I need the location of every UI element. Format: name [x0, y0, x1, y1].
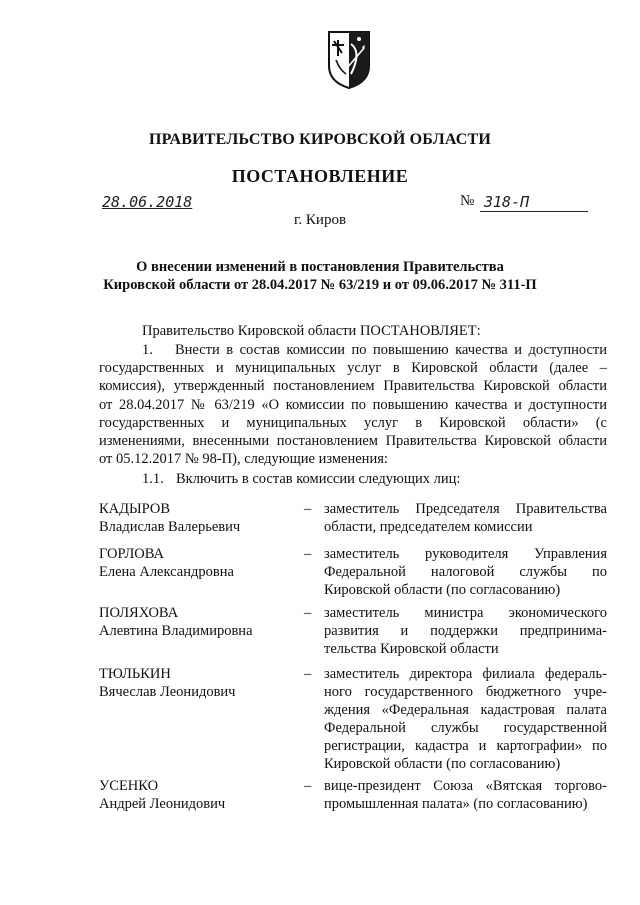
paragraph-line: государственных и муниципальных услуг в Кировской области (далее – — [99, 360, 607, 377]
position-line: заместитель директора филиала федераль- — [324, 666, 607, 682]
paragraph-line: государственных и муниципальных услуг в Кировской области» (с — [99, 414, 607, 431]
member-given-names: Владислав Валерьевич — [99, 519, 241, 535]
member-position — [324, 545, 607, 599]
member-dash: – — [304, 501, 312, 517]
document-kind-title: ПОСТАНОВЛЕНИЕ — [231, 166, 409, 186]
position-line: Кировской области (по согласованию) — [324, 582, 561, 598]
document-date: 28.06.2018 — [102, 193, 193, 211]
position-line: Федеральной службы государственной — [324, 720, 607, 736]
position-line: Федеральной налоговой службы по — [324, 564, 607, 580]
paragraph-line: изменениями, внесенными постановлением Правительства Кировской области — [99, 432, 607, 449]
position-line: Кировской области (по согласованию) — [324, 756, 561, 772]
member-position — [324, 500, 607, 536]
member-position — [324, 665, 607, 773]
resolution-intro: Правительство Кировской области ПОСТАНОВЛЯЕТ: — [142, 323, 481, 339]
member-position — [324, 604, 607, 658]
number-label: № — [460, 193, 475, 209]
paragraph-line: комиссия), утвержденный постановлением Правительства Кировской области — [99, 378, 607, 395]
position-line: вице-президент Союза «Вятская торгово- — [324, 778, 607, 794]
member-given-names: Елена Александровна — [99, 564, 234, 580]
coat-of-arms-icon — [326, 30, 372, 90]
member-dash: – — [304, 605, 312, 621]
member-surname: УСЕНКО — [99, 778, 159, 794]
member-surname: ГОРЛОВА — [99, 546, 165, 562]
member-given-names: Андрей Леонидович — [99, 796, 226, 812]
paragraph-line: от 05.12.2017 № 98-П), следующие изменения: — [99, 451, 388, 468]
member-dash: – — [304, 546, 312, 562]
subject-line: Кировской области от 28.04.2017 № 63/219 и от 09.06.2017 № 311-П — [103, 277, 537, 293]
subitem-number: 1.1. — [142, 471, 164, 487]
position-line: заместитель министра экономического — [324, 605, 607, 621]
member-given-names: Алевтина Владимировна — [99, 623, 253, 639]
position-line: тельства Кировской области — [324, 641, 499, 657]
position-line: ждения «Федеральная кадастровая палата — [324, 702, 607, 718]
subject-line: О внесении изменений в постановления Правительства — [136, 259, 504, 275]
document-subject — [90, 258, 550, 294]
position-line: заместитель Председателя Правительства — [324, 501, 607, 517]
position-line: ного государственного бюджетного учре- — [324, 684, 607, 700]
city: г. Киров — [293, 212, 347, 228]
position-line: области, председателем комиссии — [324, 519, 533, 535]
document-number: 318-П — [480, 193, 588, 212]
position-line: развития и поддержки предпринима- — [324, 623, 607, 639]
member-position — [324, 777, 607, 813]
member-surname: ТЮЛЬКИН — [99, 666, 171, 682]
position-line: заместитель руководителя Управления — [324, 546, 607, 562]
item-1-text — [99, 341, 607, 468]
member-dash: – — [304, 666, 312, 682]
paragraph-line: Внести в состав комиссии по повышению качества и доступности — [175, 342, 607, 358]
member-surname: КАДЫРОВ — [99, 501, 171, 517]
government-title: ПРАВИТЕЛЬСТВО КИРОВСКОЙ ОБЛАСТИ — [148, 131, 492, 148]
position-line: регистрации, кадастра и картографии» по — [324, 738, 607, 754]
subitem-text: Включить в состав комиссии следующих лиц: — [176, 471, 461, 487]
paragraph-line: от 28.04.2017 № 63/219 «О комиссии по повышению качества и доступности — [99, 396, 607, 413]
position-line: промышленная палата» (по согласованию) — [324, 796, 588, 812]
item-1-number: 1. — [142, 342, 153, 358]
member-dash: – — [304, 778, 312, 794]
member-given-names: Вячеслав Леонидович — [99, 684, 236, 700]
member-surname: ПОЛЯХОВА — [99, 605, 179, 621]
